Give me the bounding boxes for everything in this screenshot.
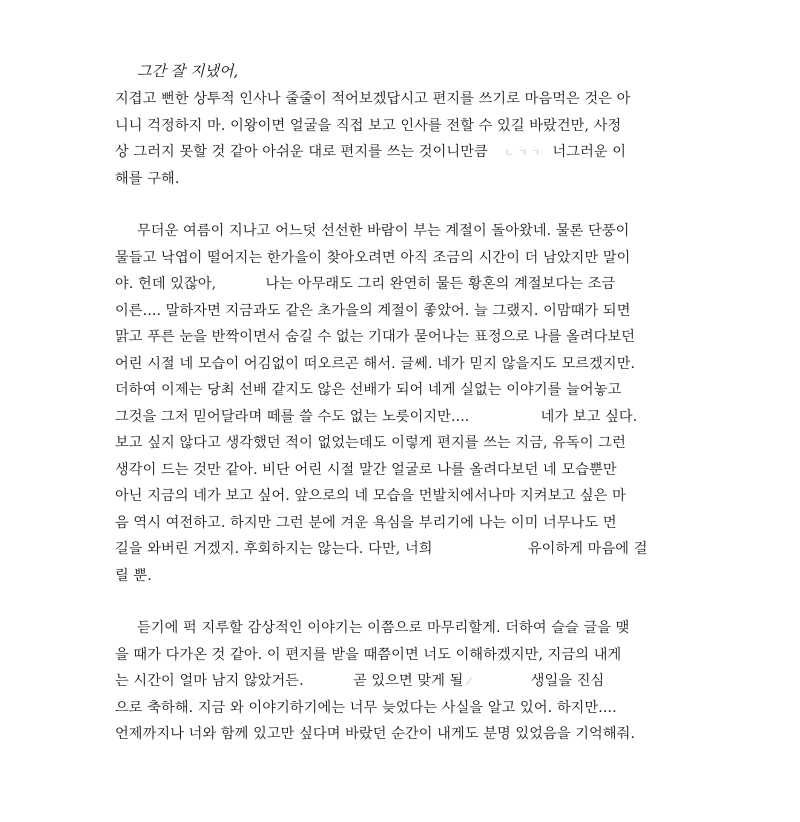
paragraph-line: 릴 뿐. xyxy=(115,567,152,584)
paragraph-line: 물들고 낙엽이 떨어지는 한가을이 찾아오려면 아직 조금의 시간이 더 남았지만 말이 xyxy=(115,249,631,266)
paragraph-line: 을 때가 다가온 것 같아. 이 편지를 받을 때쯤이면 너도 이해하겠지만, 지금의 내게 xyxy=(115,646,622,663)
paragraph-line xyxy=(115,404,685,431)
letter-page xyxy=(115,58,685,748)
line-segment: 상 그러지 못할 것 같아 아쉬운 대로 편지를 쓰는 것이니만큼 xyxy=(115,144,488,160)
line-segment: 유이하게 마음에 걸 xyxy=(527,541,648,557)
paragraph-line: 생각이 드는 것만 같아. 비단 어린 시절 말간 얼굴로 나를 올려다보던 네 모습뿐만 xyxy=(115,461,617,478)
paragraph-line xyxy=(115,271,685,298)
paragraph-line: 지겹고 뻔한 상투적 인사나 줄줄이 적어보겠답시고 편지를 쓰기로 마음먹은 것은 아 xyxy=(115,91,631,107)
paragraph-gap xyxy=(115,192,685,218)
paragraph-line: 어린 시절 네 모습이 어김없이 떠오르곤 해서. 글쎄. 네가 믿지 않을지도 모르겠지만. xyxy=(115,355,636,372)
paragraph-line: 보고 싶지 않다고 생각했던 적이 없었는데도 이렇게 편지를 쓰는 지금, 유독이 그런 xyxy=(115,435,626,451)
paragraph-line xyxy=(115,536,685,563)
line-segment: 곧 있으면 맞게 될 xyxy=(352,673,464,689)
paragraph-gap xyxy=(115,589,685,615)
redacted-fragment: ㄴ ㄱ ㄱ xyxy=(504,148,541,159)
paragraph-line: 더하여 이제는 당최 선배 같지도 않은 선배가 되어 네게 실없는 이야기를 늘어놓고 xyxy=(115,382,622,398)
paragraph-line: 듣기에 퍽 지루할 감상적인 이야기는 이쯤으로 마무리할게. 더하여 슬슬 글을 맺 xyxy=(137,620,630,636)
line-segment: 야. 헌데 있잖아, xyxy=(115,276,217,292)
line-segment: 길을 와버린 거겠지. 후회하지는 않는다. 다만, 너희 xyxy=(115,541,433,557)
redaction: ⁄ xyxy=(468,677,470,688)
paragraph-line: 무더운 여름이 지나고 어느덧 선선한 바람이 부는 계절이 돌아왔네. 물론 단풍이 xyxy=(137,223,630,239)
line-segment: 그것을 그저 믿어달라며 떼를 쓸 수도 없는 노릇이지만.... xyxy=(115,408,470,425)
paragraph-line xyxy=(115,139,685,166)
line-segment: 너그러운 이 xyxy=(552,144,627,160)
paragraph-line: 아닌 지금의 네가 보고 싶어. 앞으로의 네 모습을 먼발치에서나마 지켜보고 싶은 마 xyxy=(115,488,626,504)
letter-paragraph-3 xyxy=(115,615,685,748)
letter-paragraph-2 xyxy=(115,218,685,589)
paragraph-line: 맑고 푸른 눈을 반짝이면서 숨길 수 없는 기대가 묻어나는 표정으로 나를 올려다보던 xyxy=(115,329,636,345)
paragraph-line: 음 역시 여전하고. 하지만 그런 분에 겨운 욕심을 부리기에 나는 이미 너무나도 먼 xyxy=(115,514,617,531)
letter-greeting: 그간 잘 지냈어, xyxy=(137,62,239,80)
line-segment: 생일을 진심 xyxy=(530,673,605,689)
paragraph-line: 으로 축하해. 지금 와 이야기하기에는 너무 늦었다는 사실을 알고 있어. 하지만.... xyxy=(115,699,617,716)
paragraph-line xyxy=(115,668,685,695)
line-segment: 네가 보고 싶다. xyxy=(540,408,638,425)
paragraph-line: 언제까지나 너와 함께 있고만 싶다며 바랐던 순간이 내게도 분명 있었음을 기억해줘. xyxy=(115,726,636,742)
paragraph-line: 이른.... 말하자면 지금과도 같은 초가을의 계절이 좋았어. 늘 그랬지. 이맘때가 되면 xyxy=(115,302,631,319)
paragraph-line: 니니 걱정하지 마. 이왕이면 얼굴을 직접 보고 인사를 전할 수 있길 바랐건만, 사정 xyxy=(115,117,622,134)
line-segment: 나는 아무래도 그리 완연히 물든 황혼의 계절보다는 조금 xyxy=(265,276,616,292)
paragraph-line: 해를 구해. xyxy=(115,170,180,187)
letter-paragraph-1 xyxy=(115,86,685,192)
line-segment: 는 시간이 얼마 남지 않았거든. xyxy=(115,673,304,689)
